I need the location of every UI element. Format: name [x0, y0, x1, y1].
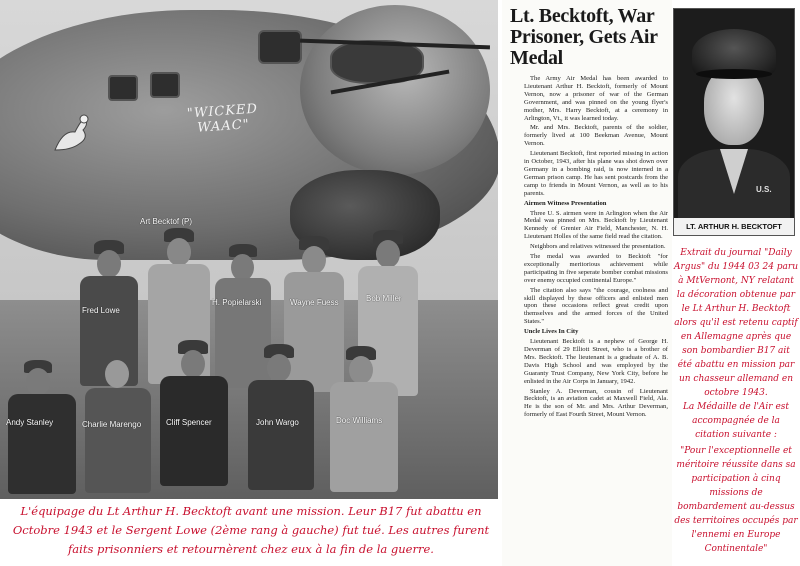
crew-label-lowe: Fred Lowe — [82, 306, 120, 315]
article-paragraph: Lieutenant Becktoft, first reported missing in action in October, 1943, after his plane was shot down over Germany in a bombing raid, is now interned in a German prison camp. He has sent postcards from the camp to friends in Mount Vernon, as well as to his parents. — [524, 150, 668, 197]
article-paragraph: Neighbors and relatives witnessed the presentation. — [530, 243, 666, 251]
crew-label-marengo: Charlie Marengo — [82, 420, 142, 429]
note-citation: "Pour l'exceptionnelle et méritoire réussite dans sa participation à cinq missions de bombardement au-dessus des territoires occupés par l'ennemi en Europe Continentale" — [674, 446, 798, 554]
portrait-caption: LT. ARTHUR H. BECKTOFT — [674, 218, 794, 235]
article-paragraph: The citation also says "the courage, coolness and skill displayed by these officers and enlisted men upon these occasions reflect great credit upon themselves and the armed forces of the United States." — [524, 286, 668, 326]
article-subhead: Airmen Witness Presentation — [524, 199, 607, 207]
crew-label-fuess: Wayne Fuess — [290, 298, 339, 307]
article-paragraph: The Army Air Medal has been awarded to Lieutenant Arthur H. Becktoft, formerly of Mount Vernon, now a prisoner of war of the German Government, and was pinned on the young flyer's mother, Mrs. Harry Becktoft, at a ceremony in Arlington, Vt., it was learned today. — [524, 75, 668, 122]
newspaper-clipping — [502, 0, 672, 566]
pinup-nose-art — [45, 110, 95, 156]
clipping-headline: Lt. Becktoft, War Prisoner, Gets Air Medal — [510, 5, 658, 69]
note-intro: Extrait du journal "Daily Argus" du 1944 03 24 paru à MtVernont, NY relatant la décoration obtenue par le Lt Arthur H. Becktoft alors qu'il est retenu captif en Allemagne après que son bombardier B17 ait été abattu en mission par un chasseur allemand en octobre 1943. — [674, 248, 799, 398]
cockpit-window — [258, 30, 302, 64]
note-medal: La Médaille de l'Air est accompagnée de la citation suivante : — [682, 402, 790, 440]
plane-name-line2: WAAC" — [196, 117, 251, 136]
article-paragraph: The medal was awarded to Becktoft "for exceptionally meritorious achievement while participating in five seperate bomber combat missions over enemy occupied continental Europe." — [524, 253, 668, 284]
french-note — [674, 246, 798, 556]
crew-label-popielarski: H. Popielarski — [212, 298, 262, 307]
side-window — [108, 75, 138, 101]
side-window — [150, 72, 180, 98]
crew-label-miller: Bob Miller — [366, 294, 402, 303]
collar-insignia: U.S. — [756, 185, 772, 194]
article-paragraph: Mr. and Mrs. Becktoft, parents of the soldier, formerly lived at 100 Beekman Avenue, Mount Vernon. — [524, 124, 668, 148]
becktoft-portrait — [673, 8, 795, 236]
clipping-article — [524, 75, 668, 419]
crew-label-williams: Doc Williams — [336, 416, 383, 425]
portrait-cap-visor — [696, 69, 772, 79]
b17-nose — [300, 5, 490, 175]
crew-label-stanley: Andy Stanley — [6, 418, 54, 427]
article-paragraph: Lieutenant Becktoft is a nephew of George H. Deverman of 29 Elliott Street, who is a brother of Mrs. Becktoft. The lieutenant is a graduate of A. B. Davis High School and was employed by the Guaranty Trust Company, New York City, before he enlisted in the Air Corps in January, 1942. — [524, 338, 668, 385]
article-subhead: Uncle Lives In City — [524, 328, 579, 336]
photo-caption: L'équipage du Lt Arthur H. Becktoft avant une mission. Leur B17 fut abattu en Octobre 1943 et le Sergent Lowe (2ème rang à gauche) fut tué. Les autres furent faits prisonniers et retournèrent chez eux à la fin de la guerre. — [12, 504, 490, 556]
crew-label-wargo: John Wargo — [256, 418, 299, 427]
article-paragraph: Three U. S. airmen were in Arlington when the Air Medal was pinned on Mrs. Becktoft by Lieutenant Kennedy of Grenier Air Field, Manchester, N. H. Lieutenant Holles of the same field read the citation. — [524, 209, 668, 241]
crew-label-spencer: Cliff Spencer — [166, 418, 212, 427]
plane-name-line1: "WICKED — [186, 101, 259, 122]
article-paragraph: Stanley A. Deverman, cousin of Lieutenant Becktoft, is an aviation cadet at Maxwell Field, Ala. He is the son of Mr. and Mrs. Arthur Deverman, formerly of East Fourth Street, Mount Vernon. — [524, 387, 668, 419]
crew-label-becktoft: Art Becktof (P) — [140, 217, 193, 226]
